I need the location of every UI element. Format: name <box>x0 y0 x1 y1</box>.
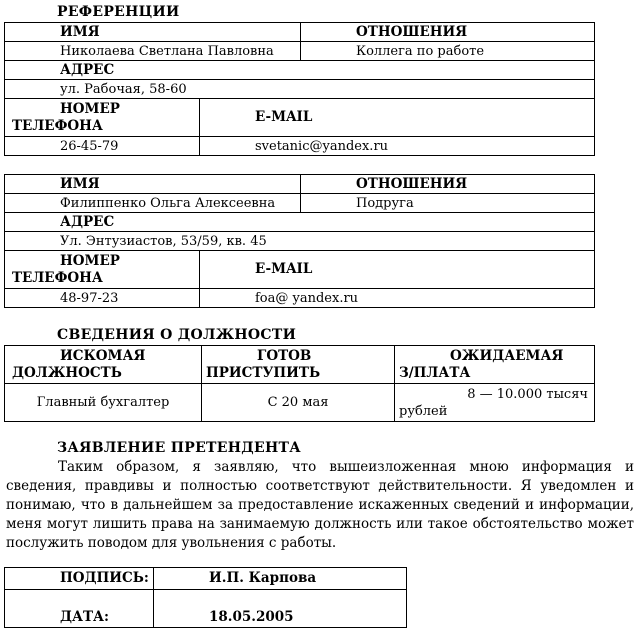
reference-phone: 26-45-79 <box>5 137 200 156</box>
email-label: E-MAIL <box>200 251 595 289</box>
reference-table-2 <box>4 174 595 308</box>
phone-label-line1: НОМЕР <box>60 252 120 269</box>
salary-value-line2: рублей <box>399 403 448 419</box>
reference-email: foa@ yandex.ru <box>200 289 595 308</box>
signature-label: ПОДПИСЬ: <box>5 568 154 590</box>
position-table <box>4 345 595 422</box>
phone-label-line2: ТЕЛЕФОНА <box>12 269 103 286</box>
address-label: АДРЕС <box>5 61 595 80</box>
salary-value-line1: 8 — 10.000 тысяч <box>467 386 588 402</box>
phone-label <box>5 251 200 289</box>
references-heading: РЕФЕРЕНЦИИ <box>57 4 180 20</box>
desired-position-header <box>5 346 202 384</box>
name-label: ИМЯ <box>5 175 301 194</box>
reference-address: ул. Рабочая, 58-60 <box>5 80 595 99</box>
statement-text: Таким образом, я заявляю, что вышеизложенная мною информация и сведения, правдивы и полностью соответствуют действительности. Я уведомлен и понимаю, что в дальнейшем за предоставление искаженных сведений и информации, меня могут лишить права на занимаемую должность или такое обстоятельство может послужить поводом для увольнения с работы. <box>6 459 634 551</box>
reference-name: Филиппенко Ольга Алексеевна <box>5 194 301 213</box>
statement-heading: ЗАЯВЛЕНИЕ ПРЕТЕНДЕНТА <box>57 440 301 456</box>
reference-relation: Подруга <box>301 194 595 213</box>
signature-table <box>4 567 407 628</box>
salary-header-line1: ОЖИДАЕМАЯ <box>450 347 564 364</box>
reference-email: svetanic@yandex.ru <box>200 137 595 156</box>
date-label: ДАТА: <box>5 590 154 628</box>
phone-label-line1: НОМЕР <box>60 100 120 117</box>
relation-label: ОТНОШЕНИЯ <box>301 23 595 42</box>
desired-position-header-line1: ИСКОМАЯ <box>60 347 146 364</box>
ready-header-line1: ГОТОВ <box>257 347 312 364</box>
desired-position-value: Главный бухгалтер <box>5 384 202 422</box>
ready-header <box>202 346 395 384</box>
relation-label: ОТНОШЕНИЯ <box>301 175 595 194</box>
name-label: ИМЯ <box>5 23 301 42</box>
reference-address: Ул. Энтузиастов, 53/59, кв. 45 <box>5 232 595 251</box>
date-value: 18.05.2005 <box>154 590 407 628</box>
reference-name: Николаева Светлана Павловна <box>5 42 301 61</box>
reference-relation: Коллега по работе <box>301 42 595 61</box>
ready-value: С 20 мая <box>202 384 395 422</box>
phone-label <box>5 99 200 137</box>
signature-value: И.П. Карпова <box>154 568 407 590</box>
desired-position-header-line2: ДОЛЖНОСТЬ <box>12 364 122 381</box>
statement-paragraph <box>6 458 634 553</box>
position-heading: СВЕДЕНИЯ О ДОЛЖНОСТИ <box>57 327 297 343</box>
salary-header <box>395 346 595 384</box>
email-label: E-MAIL <box>200 99 595 137</box>
salary-value <box>395 384 595 422</box>
address-label: АДРЕС <box>5 213 595 232</box>
salary-header-line2: З/ПЛАТА <box>399 364 471 381</box>
ready-header-line2: ПРИСТУПИТЬ <box>206 364 321 381</box>
reference-phone: 48-97-23 <box>5 289 200 308</box>
phone-label-line2: ТЕЛЕФОНА <box>12 117 103 134</box>
reference-table-1 <box>4 22 595 156</box>
